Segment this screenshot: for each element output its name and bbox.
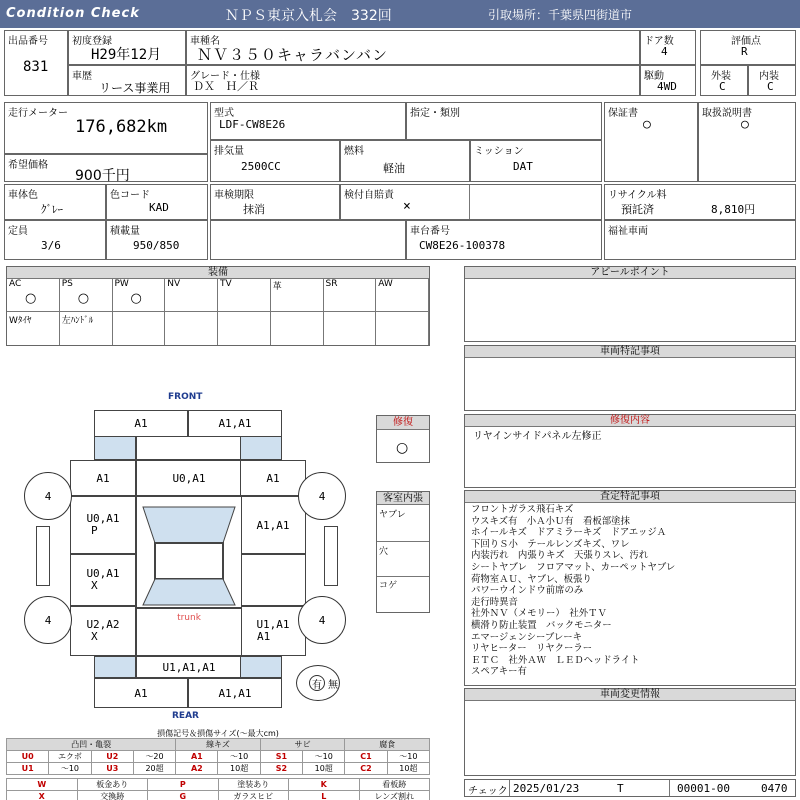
inspection-note-line: リヤヒーター リヤクーラー: [471, 643, 593, 655]
panel-side-left-2: [70, 554, 136, 606]
mileage-box: [4, 102, 208, 154]
equipment-cell: [165, 279, 218, 312]
chassis-label: 車台番号: [410, 226, 450, 237]
panel-rear-corner-right: [240, 656, 282, 678]
inspection-note-line: スペアキー有: [471, 666, 527, 678]
fuel-box: [340, 140, 470, 182]
panel-hood-center: U0,A1: [136, 460, 242, 496]
inspection-note-line: 下回りＳ小 テールレンズキズ、ワレ: [471, 538, 630, 550]
legend-desc: ～10: [49, 763, 91, 775]
legend-code: G: [148, 791, 219, 800]
blank-box: [210, 220, 406, 260]
panel-rear-corner-left: [94, 656, 136, 678]
drive-box: [640, 65, 696, 96]
car-name-label: 車種名: [190, 36, 220, 47]
check-label: チェック: [468, 786, 508, 797]
panel-side-left-1-b: P: [91, 524, 98, 537]
mission-box: [470, 140, 602, 182]
inspection-label: 車検期限: [214, 190, 254, 201]
lot-box: [4, 30, 68, 96]
interior-box: [748, 65, 796, 96]
panel-rear-center: U1,A1,A1: [136, 656, 242, 678]
panel-front-right: A1,A1: [188, 410, 282, 437]
equipment-cell: [271, 279, 324, 312]
cabin-item-burn: コゲ: [379, 581, 398, 591]
panel-rear-right: A1,A1: [188, 678, 282, 708]
panel-side-left-1-a: U0,A1: [86, 512, 120, 525]
inspection-note-line: 社外ＮＶ（メモリー） 社外ＴＶ: [471, 608, 607, 620]
legend-group: サビ: [260, 739, 345, 751]
mirror-right: [324, 526, 338, 586]
legend-desc: ～10: [218, 751, 260, 763]
equipment-mark: ○: [77, 291, 90, 306]
inspection-note-line: パワーウインドウ前席のみ: [471, 585, 584, 597]
legend-code: U1: [7, 763, 49, 775]
welfare-box: [604, 220, 796, 260]
legend-code: K: [289, 779, 360, 791]
legend-group: 腐食: [345, 739, 430, 751]
panel-side-left-3-a: U2,A2: [86, 618, 120, 631]
panel-side-right-3-a: U1,A1: [256, 618, 290, 631]
changes-section: [464, 688, 796, 776]
doors-label: ドア数: [644, 36, 674, 47]
legend-code: A2: [176, 763, 218, 775]
legend-code: A1: [176, 751, 218, 763]
recycle-fee: 8,810円: [711, 203, 756, 216]
legend-desc: 10超: [387, 763, 429, 775]
interior-value: C: [767, 80, 774, 93]
check-date: 2025/01/23: [513, 782, 580, 795]
legend-desc: 10超: [303, 763, 345, 775]
equipment-title: 装備: [7, 267, 429, 279]
cabin-item-tear: ヤブレ: [379, 510, 406, 520]
equipment-mark: ○: [130, 291, 142, 306]
inspection-note-line: 内装汚れ 内張りキズ 天張りスレ、汚れ: [471, 550, 649, 562]
damage-legend: [6, 729, 430, 800]
panel-front-left: A1: [94, 410, 188, 437]
first-reg-box: [68, 30, 186, 65]
mileage-label: 走行メーター: [8, 108, 68, 119]
welfare-label: 福祉車両: [608, 226, 648, 237]
recycle-status: 預託済: [621, 203, 654, 216]
equipment-cell-2: [113, 312, 166, 345]
cabin-box: [376, 491, 430, 613]
equipment-cell: [113, 279, 166, 312]
legend-title: 損傷記号＆損傷サイズ(～最大cm): [157, 729, 279, 738]
equipment-cell: [376, 279, 429, 312]
mirror-left: [36, 526, 50, 586]
legend-code: U0: [7, 751, 49, 763]
equipment-mark: ○: [25, 291, 37, 306]
inspection-note-line: フロントガラス飛石キズ: [471, 504, 574, 515]
spare-tire: [296, 665, 340, 701]
legend-group: 線キズ: [176, 739, 261, 751]
auction-name: ＮＰＳ東京入札会 332回: [225, 8, 392, 24]
legend-desc: ～10: [387, 751, 429, 763]
inspection-note-line: 荷物室ＡＵ、ヤブレ、板張り: [471, 573, 592, 585]
history-label: 車歴: [72, 71, 92, 82]
changes-title: 車両変更情報: [465, 689, 795, 701]
grade-box: [186, 65, 640, 96]
inspection-notes-title: 査定特記事項: [465, 491, 795, 503]
equipment-name: Wﾀｲﾔ: [9, 316, 32, 326]
mission-label: ミッション: [474, 146, 524, 157]
equipment-name: SR: [325, 279, 338, 289]
legend-desc: レンズ割れ: [359, 791, 430, 800]
panel-side-left-3: [70, 606, 136, 656]
car-name-box: [186, 30, 640, 65]
color-code-label: 色コード: [110, 190, 150, 201]
inspection-note-line: ホイールキズ ドアミラーキズ ドアエッジＡ: [471, 527, 667, 539]
tire-front-right: 4: [298, 472, 346, 520]
legend-desc: ガラスヒビ: [218, 791, 289, 800]
tire-rear-left: 4: [24, 596, 72, 644]
doors-box: [640, 30, 696, 65]
manual-box: [698, 102, 796, 182]
model-box: [210, 102, 406, 140]
first-reg-value: H29年12月: [91, 47, 162, 63]
repair-content-text: リヤインサイドパネル左修正: [473, 431, 602, 442]
equipment-cell-2: [376, 312, 429, 345]
panel-side-left-1: [70, 496, 136, 554]
history-value: リース事業用: [99, 81, 171, 95]
load-label: 積載量: [110, 226, 140, 237]
checker: T: [617, 782, 624, 795]
repair-content-section: [464, 414, 796, 488]
first-reg-label: 初度登録: [72, 36, 112, 47]
designation-box: [406, 102, 602, 140]
panel-side-right-3-b: A1: [257, 630, 271, 643]
color-code-box: [106, 184, 208, 220]
equipment-name: PW: [114, 279, 129, 289]
color-label: 車体色: [8, 190, 38, 201]
score-box: [700, 30, 796, 65]
recycle-box: [604, 184, 796, 220]
legend-desc: 看板跡: [359, 779, 430, 791]
equipment-cell-2: [218, 312, 271, 345]
score-value: R: [741, 45, 748, 58]
manual-label: 取扱説明書: [702, 108, 752, 119]
legend-code: L: [289, 791, 360, 800]
grade-label: グレード・仕様: [190, 71, 260, 82]
history-box: [68, 65, 186, 96]
capacity-value: 3/6: [41, 239, 61, 252]
legend-code: X: [7, 791, 78, 800]
price-label: 希望価格: [8, 160, 48, 171]
fuel-label: 燃料: [344, 146, 364, 157]
warranty-box: [604, 102, 698, 182]
capacity-box: [4, 220, 106, 260]
equipment-name: 左ﾊﾝﾄﾞﾙ: [61, 316, 94, 326]
displacement-label: 排気量: [214, 146, 244, 157]
equipment-cell-2: [165, 312, 218, 345]
equipment-name: TV: [220, 279, 232, 289]
inspection-note-line: ウスキズ有 小Ａ小Ｕ有 看板部塗抹: [471, 515, 630, 527]
repair-mark: ○: [396, 440, 409, 456]
panel-front-corner-left: [94, 436, 136, 460]
interior-label: 内装: [759, 71, 779, 82]
chassis-box: [406, 220, 602, 260]
appeal-title: アピールポイント: [465, 267, 795, 279]
special-title: 車両特記事項: [465, 346, 795, 358]
designation-label: 指定・類別: [410, 108, 460, 119]
drive-label: 駆動: [644, 71, 664, 82]
warranty-value: ○: [643, 117, 651, 132]
inspection-note-line: シートヤブレ フロアマット、カーペットヤブレ: [471, 561, 676, 573]
equipment-cell-2: [324, 312, 377, 345]
equipment-name: 革: [272, 282, 282, 292]
legend-code: W: [7, 779, 78, 791]
legend-code: P: [148, 779, 219, 791]
spare-text: 無: [328, 679, 338, 691]
weight-tax-box: [340, 184, 602, 220]
legend-desc: 板金あり: [77, 779, 148, 791]
panel-side-left-2-a: U0,A1: [86, 567, 120, 580]
panel-side-left-2-b: X: [91, 579, 98, 592]
inspection-value: 抹消: [243, 203, 265, 216]
lot-label: 出品番号: [8, 36, 48, 47]
color-code-value: KAD: [149, 201, 169, 214]
equipment-name: PS: [61, 279, 73, 289]
legend-desc: ～10: [303, 751, 345, 763]
load-value: 950/850: [133, 239, 180, 252]
warranty-label: 保証書: [608, 108, 638, 119]
appeal-section: [464, 266, 796, 342]
check-footer: [464, 779, 796, 797]
header-bar: [0, 0, 800, 28]
mission-value: DAT: [513, 160, 533, 173]
panel-hood-right: A1: [240, 460, 306, 496]
equipment-name: NV: [167, 279, 181, 289]
manual-value: ○: [741, 117, 749, 132]
chassis-value: CW8E26-100378: [419, 239, 506, 252]
legend-code: C1: [345, 751, 387, 763]
model-value: LDF-CW8E26: [219, 118, 286, 131]
capacity-label: 定員: [8, 226, 28, 237]
legend-desc: 10超: [218, 763, 260, 775]
car-name-value: ＮＶ３５０キャラバンバン: [197, 46, 388, 64]
legend-code: U3: [91, 763, 133, 775]
legend-desc: ～20: [133, 751, 175, 763]
panel-side-right-1: A1,A1: [240, 496, 306, 554]
exterior-value: C: [719, 80, 726, 93]
equipment-cell: [7, 279, 60, 312]
rear-label: REAR: [172, 711, 199, 721]
panel-trunk: [136, 608, 242, 656]
load-box: [106, 220, 208, 260]
equipment-cell-2: [271, 312, 324, 345]
panel-roof: [136, 496, 242, 608]
color-box: [4, 184, 106, 220]
cabin-title: 客室内張: [377, 492, 429, 505]
displacement-box: [210, 140, 340, 182]
legend-code: C2: [345, 763, 387, 775]
front-label: FRONT: [168, 392, 203, 402]
drive-value: 4WD: [657, 80, 677, 93]
legend-code: U2: [91, 751, 133, 763]
panel-side-right-3: [240, 606, 306, 656]
panel-rear-left: A1: [94, 678, 188, 708]
inspection-note-line: エマージェンシーブレーキ: [471, 631, 583, 643]
price-value: 900千円: [75, 168, 130, 184]
inspection-box: [210, 184, 340, 220]
grade-value: ＤＸ Ｈ／Ｒ: [193, 80, 259, 93]
inspection-note-line: 横滑り防止装置 バックモニター: [471, 619, 612, 631]
special-section: [464, 345, 796, 411]
repair-box: [376, 415, 430, 463]
inspection-note-line: ＥＴＣ 社外ＡＷ ＬＥＤヘッドライト: [471, 654, 640, 666]
panel-side-right-2: [240, 554, 306, 606]
score-label: 評価点: [731, 36, 761, 47]
displacement-value: 2500CC: [241, 160, 281, 173]
fuel-value: 軽油: [383, 162, 405, 175]
repair-content-title: 修復内容: [465, 415, 795, 427]
panel-side-left-3-b: X: [91, 630, 98, 643]
check-code: 00001-00: [677, 782, 730, 795]
recycle-label: リサイクル料: [608, 190, 667, 201]
equipment-cell-2: [60, 312, 113, 345]
panel-front-center: [136, 436, 242, 460]
panel-hood-left: A1: [70, 460, 136, 496]
legend-desc: エクボ: [49, 751, 91, 763]
doors-value: 4: [661, 45, 668, 58]
pickup-location: 引取場所：千葉県四街道市: [488, 8, 633, 22]
legend-code: S2: [260, 763, 302, 775]
equipment-table: [6, 266, 430, 346]
exterior-label: 外装: [711, 71, 731, 82]
equipment-name: AW: [378, 279, 393, 289]
legend-desc: 塗装あり: [218, 779, 289, 791]
legend-desc: 交換跡: [77, 791, 148, 800]
roof-diagram: [137, 497, 241, 607]
spare-mark: 有: [309, 675, 325, 691]
inspection-notes-section: [464, 490, 796, 686]
tire-rear-right: 4: [298, 596, 346, 644]
legend-desc: 20超: [133, 763, 175, 775]
header-title: Condition Check: [6, 6, 140, 21]
weight-tax-value: ×: [403, 199, 411, 214]
lot-value: 831: [23, 59, 49, 75]
cabin-item-hole: 穴: [379, 547, 389, 557]
legend-code: S1: [260, 751, 302, 763]
tire-front-left: 4: [24, 472, 72, 520]
model-label: 型式: [214, 108, 234, 119]
check-number: 0470: [761, 782, 788, 795]
equipment-name: AC: [9, 279, 22, 289]
color-value: ｸﾞﾚｰ: [41, 203, 63, 216]
panel-front-corner-right: [240, 436, 282, 460]
mileage-value: 176,682km: [75, 117, 168, 137]
legend-group: 凸凹・亀裂: [7, 739, 176, 751]
exterior-box: [700, 65, 748, 96]
equipment-cell: [60, 279, 113, 312]
trunk-label: trunk: [177, 613, 201, 623]
equipment-cell: [218, 279, 271, 312]
equipment-cell-2: [7, 312, 60, 345]
inspection-note-line: 走行時異音: [471, 596, 518, 608]
weight-tax-label: 検付自賠責: [344, 190, 394, 201]
equipment-cell: [324, 279, 377, 312]
repair-title: 修復: [377, 416, 429, 430]
price-box: [4, 154, 208, 182]
